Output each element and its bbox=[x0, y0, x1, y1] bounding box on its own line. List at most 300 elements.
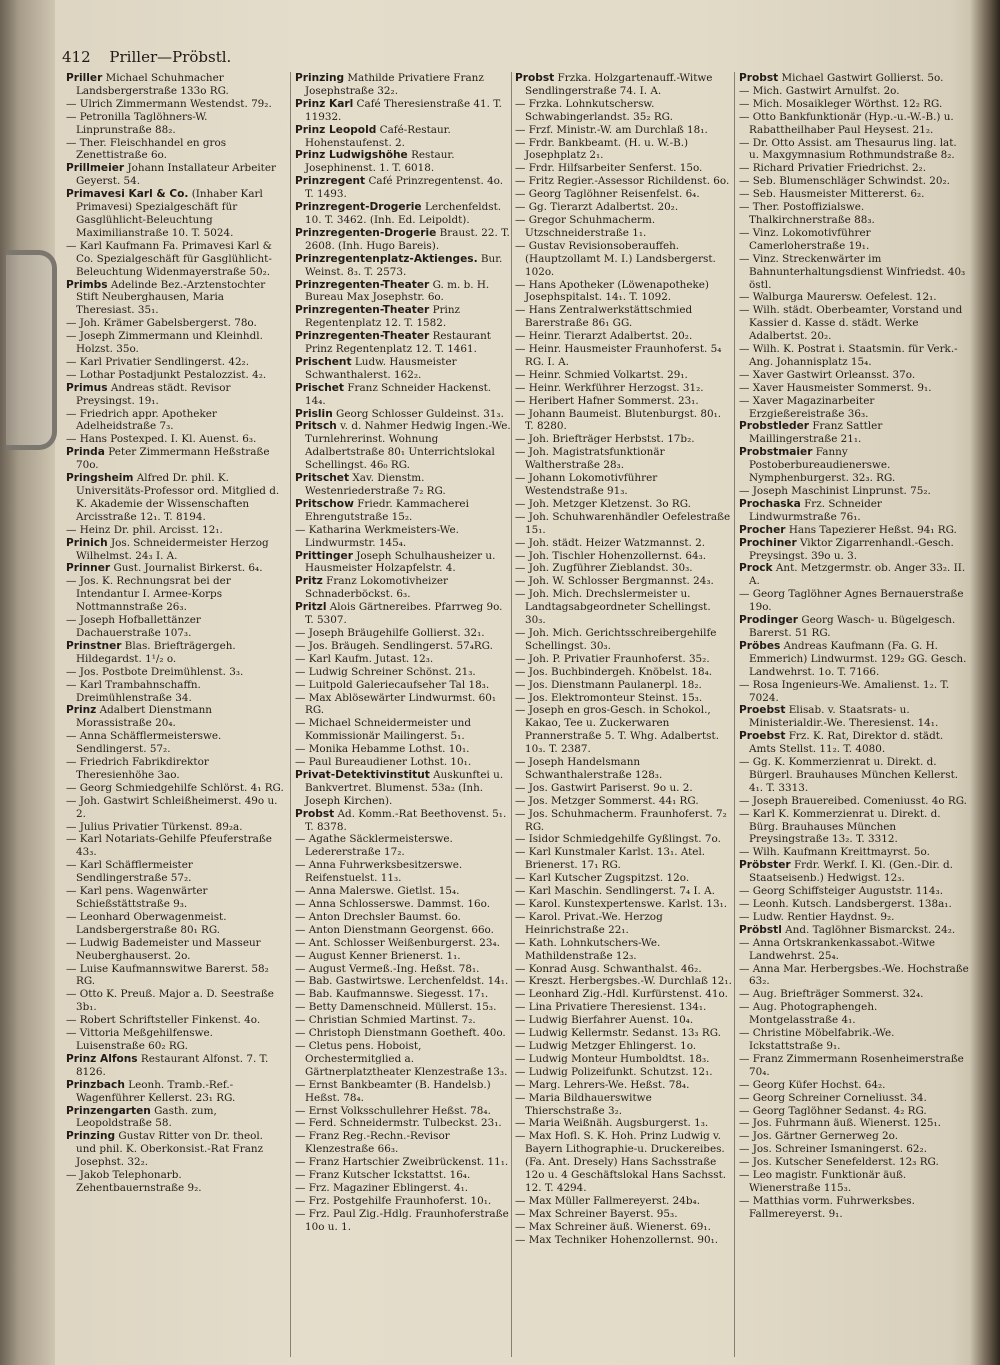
entry-details: — August Vermeß.-Ing. Heßst. 78₁. bbox=[295, 962, 480, 975]
entry-details: — Frzka. Lohnkutschersw. Schwabingerlandst. 35₂ RG. bbox=[515, 97, 673, 123]
entry-details: — Ant. Schlosser Weißenburgerst. 23₄. bbox=[295, 936, 500, 949]
directory-entry bbox=[739, 537, 969, 563]
entry-details: — Karl Kaufm. Jutast. 12₃. bbox=[295, 652, 434, 665]
directory-entry bbox=[739, 498, 969, 524]
directory-entry bbox=[66, 433, 284, 446]
entry-details: — Christine Möbelfabrik.-We. Ickstattstraße 9₁. bbox=[739, 1027, 895, 1052]
entry-details: — Ther. Fleischhandel en gros Zenettistraße 6o. bbox=[66, 136, 227, 162]
directory-entry bbox=[515, 395, 733, 408]
entry-details: — Heinr. Werkführer Herzogst. 31₂. bbox=[515, 381, 704, 394]
entry-details: Peter Zimmermann Heßstraße 70o. bbox=[76, 446, 270, 472]
entry-details: — Vittoria Meßgehilfenswe. Luisenstraße 60₂ RG. bbox=[66, 1027, 213, 1052]
entry-details: — Anna Schlosserswe. Dammst. 16o. bbox=[295, 898, 490, 910]
directory-entry bbox=[739, 1079, 969, 1092]
directory-entry bbox=[739, 808, 969, 847]
entry-details: — Betty Damenschneid. Müllerst. 15₃. bbox=[295, 1001, 497, 1014]
directory-entry bbox=[515, 382, 733, 395]
entry-details: — Ludwig Schreiner Schönst. 21₃. bbox=[295, 665, 476, 678]
entry-details: Xav. Dienstm. Westenriederstraße 7₂ RG. bbox=[305, 472, 446, 497]
directory-entry bbox=[739, 1092, 969, 1105]
entry-details: — Karol. Privat.-We. Herzog Heinrichstraße 22₁. bbox=[515, 910, 663, 936]
entry-details: Frzka. Holzgartenauff.-Witwe Sendlingerstraße 74. I. A. bbox=[525, 72, 713, 97]
directory-entry bbox=[515, 808, 733, 834]
directory-entry bbox=[515, 175, 733, 188]
entry-surname: Priller bbox=[66, 72, 103, 84]
entry-details: — Ludwig Metzger Ehlingerst. 1o. bbox=[515, 1039, 697, 1052]
directory-entry bbox=[739, 859, 969, 885]
entry-details: — Wilh. K. Postrat i. Staatsmin. für Verk.-Ang. Johannisplatz 15₄. bbox=[739, 343, 958, 368]
directory-entry bbox=[739, 937, 969, 963]
entry-details: — Heinr. Tierarzt Adalbertst. 20₂. bbox=[515, 330, 693, 343]
entry-surname: Prock bbox=[739, 562, 773, 575]
entry-details: — Johann Baumeist. Blutenburgst. 80₁. T. 8280. bbox=[515, 407, 722, 433]
directory-entry bbox=[515, 214, 733, 240]
entry-details: G. m. b. H. Bureau Max Josephstr. 6o. bbox=[305, 278, 490, 304]
directory-entry bbox=[515, 1053, 733, 1066]
entry-details: — Ludwig Kellermstr. Sedanst. 13₃ RG. bbox=[515, 1027, 721, 1040]
directory-entry bbox=[515, 575, 733, 588]
directory-entry bbox=[739, 1156, 969, 1169]
entry-details: v. d. Nahmer Hedwig Ingen.-We. Turnlehrerinst. Wohnung Adalbertstraße 80₁ Unterrichtslokal Schellingst. 46₀ RG. bbox=[305, 420, 511, 472]
directory-entry bbox=[66, 1053, 284, 1079]
directory-entry bbox=[295, 1117, 513, 1130]
directory-entry bbox=[295, 885, 513, 898]
directory-entry bbox=[295, 1169, 513, 1182]
directory-entry bbox=[515, 898, 733, 911]
directory-entry bbox=[739, 963, 969, 989]
entry-details: Café Theresienstraße 41. T. 11932. bbox=[305, 97, 502, 123]
directory-entry bbox=[295, 692, 513, 718]
entry-details: — Franz Reg.-Rechn.-Revisor Klenzestraße 66₃. bbox=[295, 1130, 450, 1156]
entry-details: — Christian Schmied Martinst. 7₂. bbox=[295, 1014, 476, 1027]
entry-details: — Xaver Gastwirt Orleansst. 37o. bbox=[739, 368, 916, 381]
entry-surname: Primbs bbox=[66, 278, 108, 291]
directory-entry bbox=[295, 1156, 513, 1169]
entry-details: — Dr. Otto Assist. am Thesaurus ling. lat. u. Maxgymnasium Rothmundstraße 8₂. bbox=[739, 136, 957, 162]
directory-entry bbox=[515, 782, 733, 795]
entry-details: Franz Schneider Hackenst. 14₄. bbox=[305, 381, 492, 407]
directory-entry bbox=[515, 1027, 733, 1040]
entry-details: Blas. Briefträgergeh. Hildegardst. 1¹/₂ o. bbox=[76, 639, 236, 665]
directory-entry bbox=[515, 137, 733, 163]
entry-details: — Frz. Magaziner Eblingerst. 4₁. bbox=[295, 1181, 469, 1194]
directory-entry bbox=[66, 524, 284, 537]
column-2 bbox=[295, 72, 513, 1357]
entry-details: — Robert Schriftsteller Finkenst. 4o. bbox=[66, 1014, 261, 1027]
entry-details: Joseph Schulhausheizer u. Hausmeister Holzapfelstr. 4. bbox=[305, 549, 496, 575]
entry-details: — Wilh. städt. Oberbeamter, Vorstand und Kassier d. Kasse d. städt. Werke Adalbertst. 20₂. bbox=[739, 304, 963, 343]
directory-entry bbox=[295, 149, 513, 175]
directory-entry bbox=[515, 988, 733, 1001]
entry-details: Braust. 22. T. 2608. (Inh. Hugo Bareis). bbox=[305, 226, 510, 252]
entry-details: — Jos. Fuhrmann äuß. Wienerst. 125₁. bbox=[739, 1117, 941, 1130]
entry-details: — Joseph Zimmermann und Kleinhdl. Holzst. 35o. bbox=[66, 330, 263, 356]
entry-details: — Karol. Kunstexpertenswe. Karlst. 13₁. bbox=[515, 898, 728, 910]
entry-details: — Karl Kutscher Zugspitzst. 12o. bbox=[515, 872, 690, 885]
entry-details: — Richard Privatier Friedrichst. 2₂. bbox=[739, 162, 927, 175]
entry-surname: Pröbstl bbox=[739, 923, 782, 936]
directory-entry bbox=[739, 343, 969, 369]
entry-details: — Georg Taglöhner Sedanst. 4₂ RG. bbox=[739, 1104, 927, 1117]
entry-details: — Joseph Handelsmann Schwanthalerstraße 128₃. bbox=[515, 756, 663, 781]
entry-details: — Franz Kutscher Ickstattst. 16₄. bbox=[295, 1169, 471, 1182]
entry-details: Lerchenfeldst. 10. T. 3462. (Inh. Ed. Leipoldt). bbox=[305, 201, 502, 226]
entry-details: — Jos. Buchbindergeh. Knöbelst. 18₄. bbox=[515, 665, 713, 678]
entry-surname: Prinzregentenplatz-Aktienges. bbox=[295, 252, 478, 265]
entry-details: — Anton Dienstmann Georgenst. 66o. bbox=[295, 923, 494, 936]
entry-details: — Jos. Gastwirt Pariserst. 9o u. 2. bbox=[515, 781, 693, 794]
directory-entry bbox=[515, 162, 733, 175]
entry-surname: Prinzing bbox=[295, 72, 345, 84]
entry-details: — Joh. Metzger Kletzenst. 3o RG. bbox=[515, 497, 691, 510]
entry-surname: Proebst bbox=[739, 730, 786, 743]
directory-entry bbox=[295, 911, 513, 924]
entry-details: — Joseph Bräugehilfe Gollierst. 32₁. bbox=[295, 626, 485, 639]
entry-details: Michael Schuhmacher Landsbergerstraße 133o RG. bbox=[76, 72, 229, 97]
directory-entry bbox=[66, 279, 284, 318]
directory-entry bbox=[295, 743, 513, 756]
directory-entry bbox=[66, 472, 284, 524]
directory-entry bbox=[515, 679, 733, 692]
entry-details: — Joseph Brauereibed. Comeniusst. 4o RG. bbox=[739, 794, 967, 807]
entry-details: Adelinde Bez.-Arztenstochter Stift Neuberghausen, Maria Theresiast. 35₁. bbox=[76, 278, 266, 317]
entry-details: — Rosa Ingenieurs-We. Amalienst. 1₂. T. 7024. bbox=[739, 678, 950, 704]
directory-entry bbox=[739, 730, 969, 756]
directory-entry bbox=[739, 756, 969, 795]
directory-entry bbox=[295, 963, 513, 976]
directory-entry bbox=[66, 382, 284, 408]
entry-details: — Gustav Revisionsoberauffeh.(Hauptzollamt M. I.) Landsbergerst. 102o. bbox=[515, 239, 716, 278]
directory-entry bbox=[739, 562, 969, 588]
directory-entry bbox=[515, 885, 733, 898]
directory-entry bbox=[295, 175, 513, 201]
directory-entry bbox=[515, 911, 733, 937]
directory-entry bbox=[66, 188, 284, 240]
directory-entry bbox=[66, 679, 284, 705]
directory-entry bbox=[295, 653, 513, 666]
entry-details: — Maria Bildhauerswitwe Thierschstraße 3₂. bbox=[515, 1091, 652, 1117]
directory-entry bbox=[515, 1014, 733, 1027]
directory-entry bbox=[66, 640, 284, 666]
entry-details: Frdr. Werkf. I. Kl. (Gen.-Dir. d. Staatseisenb.) Hedwigst. 12₃. bbox=[749, 859, 953, 885]
entry-surname: Procher bbox=[739, 523, 786, 536]
entry-details: — Jos. Schuhmacherm. Fraunhoferst. 7₂ RG. bbox=[515, 807, 727, 833]
entry-details: — Franz Hartschier Zweibrückenst. 11₁. bbox=[295, 1156, 509, 1169]
directory-entry bbox=[739, 911, 969, 924]
book-spine-shadow bbox=[0, 0, 55, 1365]
directory-entry bbox=[295, 420, 513, 472]
entry-surname: Prodinger bbox=[739, 614, 799, 627]
entry-surname: Prischent bbox=[295, 355, 352, 368]
directory-entry bbox=[295, 1105, 513, 1118]
directory-entry bbox=[295, 279, 513, 305]
entry-details: Johann Installateur Arbeiter Geyerst. 54. bbox=[76, 162, 276, 188]
entry-details: — Karl K. Kommerzienrat u. Direkt. d. Bürg. Brauhauses München Preysingstraße 13₂. T. 3312. bbox=[739, 807, 941, 846]
entry-details: — Friedrich appr. Apotheker Adelheidstraße 7₃. bbox=[66, 407, 217, 433]
directory-entry bbox=[295, 227, 513, 253]
directory-entry bbox=[515, 692, 733, 705]
directory-entry bbox=[515, 562, 733, 575]
entry-surname: Prinner bbox=[66, 562, 111, 575]
directory-entry bbox=[295, 640, 513, 653]
entry-details: — Otto K. Preuß. Major a. D. Seestraße 3b₁. bbox=[66, 988, 274, 1014]
entry-details: — Heinr. Schmied Volkartst. 29₁. bbox=[515, 368, 688, 381]
entry-surname: Pröbster bbox=[739, 859, 791, 872]
entry-details: — Karl Schäfflermeister Sendlingerstraße 57₂. bbox=[66, 859, 193, 885]
entry-details: — Konrad Ausg. Schwanthalst. 46₂. bbox=[515, 962, 702, 975]
entry-surname: Prinzbach bbox=[66, 1078, 125, 1091]
entry-details: — Heribert Hafner Sommerst. 23₁. bbox=[515, 394, 699, 407]
entry-details: — Lothar Postadjunkt Pestalozzist. 4₂. bbox=[66, 368, 267, 381]
directory-entry bbox=[739, 795, 969, 808]
entry-surname: Prinzregenten-Theater bbox=[295, 304, 430, 317]
entry-details: — Kreszt. Herbergsbes.-W. Durchlaß 12₁. bbox=[515, 975, 732, 988]
entry-details: — Ludwig Monteur Humboldtst. 18₃. bbox=[515, 1052, 710, 1065]
entry-details: — Anna Schäfflermeisterswe. Sendlingerst. 57₂. bbox=[66, 730, 222, 756]
entry-details: — Jos. Schreiner Ismaningerst. 62₂. bbox=[739, 1143, 927, 1156]
directory-entry bbox=[295, 201, 513, 227]
directory-entry bbox=[739, 640, 969, 679]
entry-surname: Probst bbox=[515, 72, 555, 84]
directory-entry bbox=[515, 846, 733, 872]
entry-details: — Cletus pens. Hoboist, Orchestermitglied a. Gärtnerplatztheater Klenzestraße 13₃. bbox=[295, 1039, 508, 1078]
directory-entry bbox=[739, 524, 969, 537]
entry-details: — Joh. Mich. Drechslermeister u. Landtagsabgeordneter Schellingst. 30₃. bbox=[515, 588, 711, 627]
entry-details: — Ferd. Schneidermstr. Tulbeckst. 23₁. bbox=[295, 1117, 502, 1130]
directory-entry bbox=[515, 1066, 733, 1079]
directory-entry bbox=[515, 188, 733, 201]
entry-details: — Georg Taglöhner Reisenfelst. 6₄. bbox=[515, 188, 700, 201]
entry-details: — Jos. Postbote Dreimühlenst. 3₃. bbox=[66, 665, 244, 678]
directory-entry bbox=[739, 1143, 969, 1156]
directory-entry bbox=[739, 679, 969, 705]
running-title: Priller—Pröbstl. bbox=[109, 48, 232, 66]
entry-details: — Joh. Mich. Gerichtsschreibergehilfe Schellingst. 30₃. bbox=[515, 626, 717, 652]
entry-surname: Prinzregent bbox=[295, 175, 366, 188]
entry-surname: Prischet bbox=[295, 381, 344, 394]
page-number: 412 bbox=[62, 48, 91, 66]
directory-entry bbox=[295, 124, 513, 150]
entry-details: — Max Müller Fallmereyerst. 24b₄. bbox=[515, 1194, 700, 1207]
directory-entry bbox=[295, 98, 513, 124]
directory-entry bbox=[515, 279, 733, 305]
directory-entry bbox=[739, 898, 969, 911]
directory-entry bbox=[66, 1027, 284, 1053]
directory-entry bbox=[295, 72, 513, 98]
entry-details: — Ludwig Bademeister und Masseur Neuberghauserst. 2o. bbox=[66, 936, 261, 962]
entry-details: Ludw. Hausmeister Schwanthalerst. 162₂. bbox=[305, 355, 457, 381]
entry-details: — Hans Zentralwerkstättschmied Barerstraße 86₁ GG. bbox=[515, 304, 693, 330]
directory-entry bbox=[66, 240, 284, 279]
directory-entry bbox=[295, 975, 513, 988]
directory-entry bbox=[66, 537, 284, 563]
entry-details: — Frz. Postgehilfe Fraunhoferst. 10₁. bbox=[295, 1194, 492, 1207]
entry-surname: Prinzregenten-Drogerie bbox=[295, 226, 437, 239]
directory-entry bbox=[739, 1001, 969, 1027]
directory-entry bbox=[515, 975, 733, 988]
entry-details: — Jos. Elektromonteur Steinst. 15₃. bbox=[515, 691, 703, 704]
directory-entry bbox=[739, 420, 969, 446]
entry-surname: Primus bbox=[66, 381, 108, 394]
directory-entry bbox=[515, 330, 733, 343]
entry-details: — Karl Privatier Sendlingerst. 42₂. bbox=[66, 355, 250, 368]
entry-surname: Prinz bbox=[66, 704, 97, 717]
entry-details: — Anton Drechsler Baumst. 6o. bbox=[295, 910, 461, 923]
entry-details: Restaurant Alfonst. 7. T. 8126. bbox=[76, 1052, 269, 1078]
entry-surname: Prinzregent-Drogerie bbox=[295, 201, 422, 214]
directory-entry bbox=[295, 601, 513, 627]
entry-surname: Pröbes bbox=[739, 639, 781, 652]
directory-entry bbox=[295, 498, 513, 524]
directory-entry bbox=[295, 679, 513, 692]
directory-entry bbox=[295, 1195, 513, 1208]
entry-details: Franz Sattler Maillingerstraße 21₁. bbox=[749, 420, 883, 446]
directory-entry bbox=[515, 963, 733, 976]
directory-entry bbox=[66, 1169, 284, 1195]
entry-details: Alois Gärtnereibes. Pfarrweg 9o. T. 5307. bbox=[305, 601, 503, 627]
column-rule bbox=[290, 72, 291, 1357]
directory-entry bbox=[66, 821, 284, 834]
entry-details: — Georg Küfer Hochst. 64₂. bbox=[739, 1078, 886, 1091]
entry-details: — Joh. Gastwirt Schleißheimerst. 49o u. 2. bbox=[66, 794, 278, 820]
entry-surname: Probstleder bbox=[739, 420, 810, 433]
entry-details: — Jos. Gärtner Gernerweg 2o. bbox=[739, 1130, 899, 1143]
entry-details: Fanny Postoberbureaudienerswe. Nymphenburgerst. 32₃. RG. bbox=[749, 446, 896, 485]
entry-details: — Luitpold Galeriecaufseher Tal 18₃. bbox=[295, 678, 490, 691]
entry-details: — Katharina Werkmeisters-We. Lindwurmstr. 145₄. bbox=[295, 523, 459, 549]
directory-entry bbox=[66, 330, 284, 356]
directory-entry bbox=[515, 550, 733, 563]
directory-entry bbox=[515, 498, 733, 511]
entry-details: — Joh. Magistratsfunktionär Waltherstraße 28₃. bbox=[515, 446, 665, 472]
directory-entry bbox=[295, 1182, 513, 1195]
entry-details: — Luise Kaufmannswitwe Barerst. 58₂ RG. bbox=[66, 962, 269, 988]
entry-details: — Franz Zimmermann Rosenheimerstraße 70₄. bbox=[739, 1052, 964, 1078]
directory-entry bbox=[295, 769, 513, 808]
entry-details: — Joseph Maschinist Linprunst. 75₂. bbox=[739, 485, 931, 497]
entry-surname: Pritz bbox=[295, 575, 323, 588]
entry-details: — Johann Lokomotivführer Westendstraße 91₃. bbox=[515, 472, 658, 497]
column-4 bbox=[739, 72, 969, 1357]
entry-details: — Aug. Briefträger Sommerst. 32₄. bbox=[739, 988, 924, 1001]
directory-entry bbox=[295, 330, 513, 356]
entry-details: — Anna Fuhrwerksbesitzerswe. Reifenstuelst. 11₃. bbox=[295, 859, 463, 885]
directory-entry bbox=[66, 1130, 284, 1169]
entry-details: — Jos. K. Rechnungsrat bei der Intendantur I. Armee-Korps Nottmannstraße 26₃. bbox=[66, 575, 231, 614]
directory-entry bbox=[295, 717, 513, 743]
directory-entry bbox=[739, 111, 969, 137]
entry-details: — Joseph en gros-Gesch. in Schokol., Kakao, Tee u. Zuckerwaren Prannerstraße 5. T. Whg. Adalbertst. 10₃. T. 2387. bbox=[515, 704, 719, 756]
entry-details: — Vinz. Streckenwärter im Bahnunterhaltungsdienst Winfriedst. 40₃ östl. bbox=[739, 252, 966, 291]
entry-details: Alfred Dr. phil. K. Universitäts-Professor ord. Mitglied d. K. Akademie der Wissenschaften Arcisstraße 12₁. T. 8194. bbox=[76, 472, 280, 523]
entry-details: Bur. Weinst. 8₃. T. 2573. bbox=[305, 252, 503, 278]
directory-entry bbox=[515, 1001, 733, 1014]
entry-surname: Prinich bbox=[66, 536, 108, 549]
entry-details: Prinz Regentenplatz 12. T. 1582. bbox=[305, 304, 461, 330]
directory-entry bbox=[739, 72, 969, 85]
column-3 bbox=[515, 72, 733, 1357]
entry-details: Café-Restaur. Hohenstaufenst. 2. bbox=[305, 123, 451, 149]
entry-details: — Frz. Paul Zig.-Hdlg. Fraunhoferstraße 10o u. 1. bbox=[295, 1207, 509, 1233]
entry-details: Restaurant Prinz Regentenplatz 12. T. 1461. bbox=[305, 330, 491, 356]
entry-surname: Prinzregenten-Theater bbox=[295, 330, 430, 343]
directory-entry bbox=[515, 408, 733, 434]
directory-entry bbox=[515, 666, 733, 679]
entry-details: Jos. Schneidermeister Herzog Wilhelmst. 24₃ I. A. bbox=[76, 536, 269, 562]
entry-surname: Pritsch bbox=[295, 420, 337, 433]
directory-entry bbox=[66, 369, 284, 382]
entry-details: Auskunftei u. Bankvertret. Blumenst. 53a₂ (Inh. Joseph Kirchen). bbox=[305, 768, 504, 807]
directory-entry bbox=[739, 1169, 969, 1195]
entry-details: — Ludwig Bierfahrer Auenst. 10₄. bbox=[515, 1014, 694, 1027]
entry-details: — Monika Hebamme Lothst. 10₁. bbox=[295, 743, 470, 756]
directory-entry bbox=[515, 1092, 733, 1118]
entry-surname: Prochiner bbox=[739, 536, 797, 549]
directory-entry bbox=[515, 588, 733, 627]
entry-surname: Prillmeier bbox=[66, 162, 125, 175]
entry-details: — Bab. Kaufmannswe. Siegesst. 17₁. bbox=[295, 988, 489, 1001]
entry-details: — Maria Weißnäh. Augsburgerst. 1₃. bbox=[515, 1117, 709, 1130]
entry-details: — Jos. Bräugeh. Sendlingerst. 57₄RG. bbox=[295, 639, 493, 652]
directory-entry bbox=[66, 795, 284, 821]
directory-entry bbox=[515, 704, 733, 756]
entry-details: — Max Techniker Hohenzollernst. 90₁. bbox=[515, 1233, 719, 1246]
directory-entry bbox=[66, 162, 284, 188]
directory-entry bbox=[66, 666, 284, 679]
entry-details: — Xaver Magazinarbeiter Erzgießereistraße 36₃. bbox=[739, 394, 875, 420]
entry-surname: Prislin bbox=[295, 407, 333, 420]
entry-details: Georg Wasch- u. Bügelgesch. Barerst. 51 RG. bbox=[749, 614, 956, 639]
entry-details: — Frdr. Bankbeamt. (H. u. W.-B.) Josephplatz 2₁. bbox=[515, 136, 689, 162]
directory-entry bbox=[295, 1079, 513, 1105]
entry-details: Mathilde Privatiere Franz Josephstraße 32₂. bbox=[305, 72, 484, 97]
directory-entry bbox=[739, 1130, 969, 1143]
directory-entry bbox=[515, 72, 733, 98]
entry-surname: Prinzengarten bbox=[66, 1104, 151, 1117]
directory-entry bbox=[66, 98, 284, 111]
directory-entry bbox=[295, 808, 513, 834]
directory-entry bbox=[739, 846, 969, 859]
directory-entry bbox=[739, 137, 969, 163]
directory-entry bbox=[295, 937, 513, 950]
entry-details: — Joh. P. Privatier Fraunhoferst. 35₂. bbox=[515, 652, 710, 665]
entry-details: — Hans Postexped. I. Kl. Auenst. 6₃. bbox=[66, 433, 257, 446]
entry-details: Michael Gastwirt Gollierst. 5o. bbox=[781, 72, 944, 84]
entry-details: — Matthias vorm. Fuhrwerksbes. Fallmereyerst. 9₁. bbox=[739, 1194, 915, 1220]
directory-entry bbox=[66, 730, 284, 756]
entry-details: — Frzf. Ministr.-W. am Durchlaß 18₁. bbox=[515, 123, 708, 136]
directory-entry bbox=[515, 1117, 733, 1130]
directory-entry bbox=[66, 408, 284, 434]
column-1 bbox=[66, 72, 284, 1357]
entry-details: Elisab. v. Staatsrats- u. Ministerialdir.-We. Theresienst. 14₁. bbox=[749, 704, 939, 730]
entry-details: — Gregor Schuhmacherm. Utzschneiderstraße 1₁. bbox=[515, 213, 656, 239]
entry-surname: Prittinger bbox=[295, 549, 353, 562]
directory-entry bbox=[295, 356, 513, 382]
directory-entry bbox=[295, 833, 513, 859]
directory-entry bbox=[66, 317, 284, 330]
directory-entry bbox=[739, 201, 969, 227]
directory-entry bbox=[295, 472, 513, 498]
directory-entry bbox=[66, 885, 284, 911]
directory-entry bbox=[295, 666, 513, 679]
entry-details: — Anna Mar. Herbergsbes.-We. Hochstraße 63₂. bbox=[739, 962, 969, 988]
entry-details: — Joh. städt. Heizer Watzmannst. 2. bbox=[515, 536, 706, 549]
directory-entry bbox=[66, 1105, 284, 1131]
directory-entry bbox=[295, 524, 513, 550]
entry-surname: Pritschow bbox=[295, 497, 354, 510]
directory-entry bbox=[515, 1234, 733, 1247]
